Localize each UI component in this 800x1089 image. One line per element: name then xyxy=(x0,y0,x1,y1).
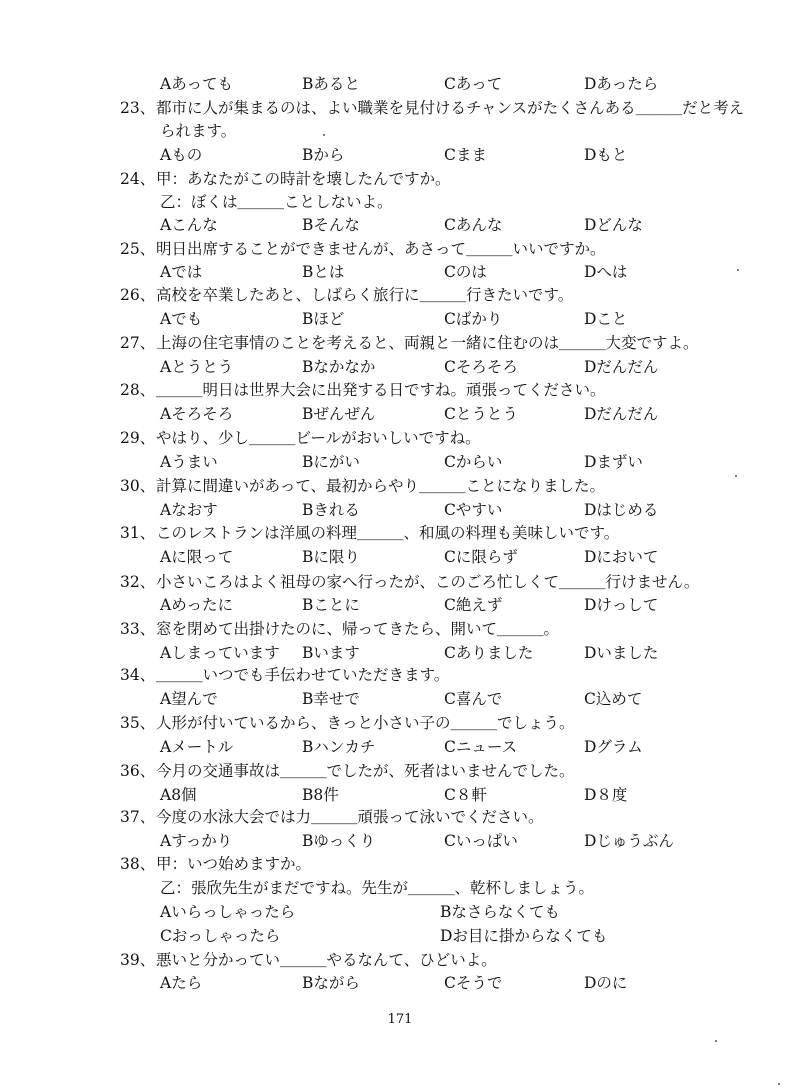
option-d: Dはじめる xyxy=(584,501,659,519)
options-row xyxy=(160,688,780,710)
question-number: 36、 xyxy=(120,762,156,780)
option-a: Aに限って xyxy=(160,548,234,566)
option-d: Dけっして xyxy=(584,596,659,614)
question-text: やはり、少し＿＿＿ビールがおいしいですね。 xyxy=(156,429,481,447)
question-number: 32、 xyxy=(120,573,156,591)
question-text: 高校を卒業したあと、しばらく旅行に＿＿＿行きたいです。 xyxy=(156,286,574,304)
question-text: 都市に人が集まるのは、よい職業を見付けるチャンスがたくさんある＿＿＿だと考え xyxy=(156,99,745,117)
option-d: Dあったら xyxy=(584,75,659,93)
options-row xyxy=(160,594,780,616)
option-b: B幸せで xyxy=(302,690,360,708)
option-b: Bとは xyxy=(302,263,345,281)
option-a: Aしまっています xyxy=(160,644,280,662)
question-text: 計算に間違いがあって、最初からやり＿＿＿ことになりました。 xyxy=(156,477,606,495)
question-text: このレストランは洋風の料理＿＿＿、和風の料理も美味しいです。 xyxy=(156,524,620,542)
option-a: Aこんな xyxy=(160,216,218,234)
options-row xyxy=(160,144,780,166)
question-text: ＿＿＿いつでも手伝わせていただきます。 xyxy=(156,666,450,684)
option-b: Bにがい xyxy=(302,453,360,471)
option-a: Aなおす xyxy=(160,501,218,519)
option-c: Cそうで xyxy=(444,974,503,992)
option-b: Bそんな xyxy=(302,216,360,234)
options-row xyxy=(160,73,780,95)
option-d: D８度 xyxy=(584,786,628,804)
question-number: 31、 xyxy=(120,524,156,542)
options-row xyxy=(160,972,780,994)
option-a: Aもの xyxy=(160,146,203,164)
option-a: Aそろそろ xyxy=(160,405,234,423)
options-row xyxy=(160,830,780,852)
question xyxy=(120,284,770,306)
option-b: Bに限り xyxy=(302,548,360,566)
question-continuation: 乙：張欣先生がまだですね。先生が＿＿＿、乾杯しましょう。 xyxy=(160,879,595,897)
option-a: A8個 xyxy=(160,786,197,804)
options-row xyxy=(160,736,780,758)
option-d: Dのに xyxy=(584,974,628,992)
question-number: 35、 xyxy=(120,714,156,732)
option-c: Cいっぱい xyxy=(444,832,518,850)
option-c: Cに限らず xyxy=(444,548,518,566)
option-c: C８軒 xyxy=(444,786,487,804)
option-d: Dいました xyxy=(584,644,659,662)
option-b: Bながら xyxy=(302,974,360,992)
question-text: 甲：あなたがこの時計を壊したんですか。 xyxy=(156,170,451,188)
option-a: A望んで xyxy=(160,690,218,708)
option-c: Cそろそろ xyxy=(444,358,518,376)
option-b: Bほど xyxy=(302,310,345,328)
option-a: Aとうとう xyxy=(160,358,234,376)
option-c: Cおっしゃったら xyxy=(160,927,281,945)
option-b: Bハンカチ xyxy=(302,738,376,756)
option-c: Cまま xyxy=(444,146,487,164)
question-text: ＿＿＿明日は世界大会に出発する日ですね。頑張ってください。 xyxy=(156,381,606,399)
option-b: Bことに xyxy=(302,596,360,614)
option-b: Bいます xyxy=(302,644,360,662)
options-row xyxy=(160,261,780,283)
option-d: Dだんだん xyxy=(584,358,659,376)
options-row xyxy=(160,901,780,923)
option-a: Aうまい xyxy=(160,453,218,471)
option-d: Dへは xyxy=(584,263,628,281)
question xyxy=(120,427,770,449)
option-d: Dもと xyxy=(584,146,628,164)
question xyxy=(120,806,770,828)
question xyxy=(120,475,770,497)
question-text: 明日出席することができませんが、あさって＿＿＿いいですか。 xyxy=(156,240,606,258)
question-number: 28、 xyxy=(120,381,156,399)
option-d: Dまずい xyxy=(584,453,643,471)
question-number: 25、 xyxy=(120,240,156,258)
question-continuation: 乙：ぼくは＿＿＿ことしないよ。 xyxy=(160,193,393,211)
scan-speck xyxy=(735,475,737,477)
question-number: 38、 xyxy=(120,855,156,873)
question-number: 37、 xyxy=(120,808,156,826)
options-row xyxy=(160,546,780,568)
option-b: Bぜんぜん xyxy=(302,405,376,423)
question xyxy=(120,853,770,875)
option-a: Aでは xyxy=(160,263,203,281)
question-number: 30、 xyxy=(120,477,156,495)
option-c: Cばかり xyxy=(444,310,503,328)
question xyxy=(120,712,770,734)
question-text: 人形が付いているから、きっと小さい子の＿＿＿でしょう。 xyxy=(156,714,575,732)
scan-speck xyxy=(778,1083,780,1085)
option-d: Dお目に掛からなくても xyxy=(440,927,608,945)
option-c: Cニュース xyxy=(444,738,518,756)
options-row xyxy=(160,308,780,330)
option-c: Cありました xyxy=(444,644,534,662)
options-row xyxy=(160,642,780,664)
option-c: Cのは xyxy=(444,263,487,281)
question xyxy=(120,664,770,686)
option-c: Cとうとう xyxy=(444,405,518,423)
option-c: Cあって xyxy=(444,75,503,93)
question xyxy=(120,760,770,782)
page-number: 171 xyxy=(387,1012,413,1027)
question-number: 23、 xyxy=(120,99,156,117)
option-a: Aめったに xyxy=(160,596,234,614)
option-c: Cあんな xyxy=(444,216,503,234)
option-d: C込めて xyxy=(584,690,643,708)
options-row xyxy=(160,356,780,378)
option-b: Bなさらなくても xyxy=(440,903,560,921)
options-row xyxy=(160,925,780,947)
options-row xyxy=(160,499,780,521)
question xyxy=(120,618,770,640)
option-c: C喜んで xyxy=(444,690,503,708)
question-number: 24、 xyxy=(120,170,156,188)
options-row xyxy=(160,214,780,236)
option-d: Dこと xyxy=(584,310,628,328)
option-d: Dどんな xyxy=(584,216,643,234)
question xyxy=(120,238,770,260)
question-text: 甲：いつ始めますか。 xyxy=(156,855,312,873)
option-a: Aたら xyxy=(160,974,203,992)
option-d: Dにおいて xyxy=(584,548,659,566)
option-a: Aいらっしゃったら xyxy=(160,903,296,921)
question xyxy=(120,168,770,190)
option-b: Bあると xyxy=(302,75,360,93)
option-a: Aすっかり xyxy=(160,832,233,850)
question xyxy=(120,97,770,119)
option-a: Aメートル xyxy=(160,738,234,756)
options-row xyxy=(160,784,780,806)
question-text: 今月の交通事故は＿＿＿でしたが、死者はいませんでした。 xyxy=(156,762,575,780)
option-d: Dじゅうぶん xyxy=(584,832,674,850)
options-row xyxy=(160,403,780,425)
option-d: Dグラム xyxy=(584,738,643,756)
scan-speck xyxy=(715,1040,717,1042)
question-text: 上海の住宅事情のことを考えると、両親と一緒に住むのは＿＿＿大変ですよ。 xyxy=(156,334,699,352)
option-b: Bゆっくり xyxy=(302,832,376,850)
question xyxy=(120,379,770,401)
option-a: Aあっても xyxy=(160,75,234,93)
question xyxy=(120,571,770,593)
option-b: B8件 xyxy=(302,786,339,804)
question-number: 26、 xyxy=(120,286,156,304)
question xyxy=(120,949,770,971)
option-b: Bきれる xyxy=(302,501,360,519)
option-d: Dだんだん xyxy=(584,405,659,423)
options-row xyxy=(160,451,780,473)
question-continuation: られます。 xyxy=(160,122,237,140)
question-number: 27、 xyxy=(120,334,156,352)
option-c: Cからい xyxy=(444,453,503,471)
option-c: C絶えず xyxy=(444,596,503,614)
option-c: Cやすい xyxy=(444,501,503,519)
question-text: 小さいころはよく祖母の家へ行ったが、このごろ忙しくて＿＿＿行けません。 xyxy=(156,573,700,591)
question-number: 33、 xyxy=(120,620,156,638)
question xyxy=(120,522,770,544)
question-text: 今度の水泳大会では力＿＿＿頑張って泳いでください。 xyxy=(156,808,544,826)
scan-speck xyxy=(737,269,739,271)
question xyxy=(120,332,770,354)
question-text: 悪いと分かってい＿＿＿やるなんて、ひどいよ。 xyxy=(156,951,497,969)
option-b: Bから xyxy=(302,146,345,164)
question-number: 39、 xyxy=(120,951,156,969)
option-a: Aでも xyxy=(160,310,203,328)
option-b: Bなかなか xyxy=(302,358,376,376)
question-number: 34、 xyxy=(120,666,156,684)
scan-speck xyxy=(323,134,325,136)
question-number: 29、 xyxy=(120,429,156,447)
question-text: 窓を閉めて出掛けたのに、帰ってきたら、開いて＿＿＿。 xyxy=(156,620,560,638)
